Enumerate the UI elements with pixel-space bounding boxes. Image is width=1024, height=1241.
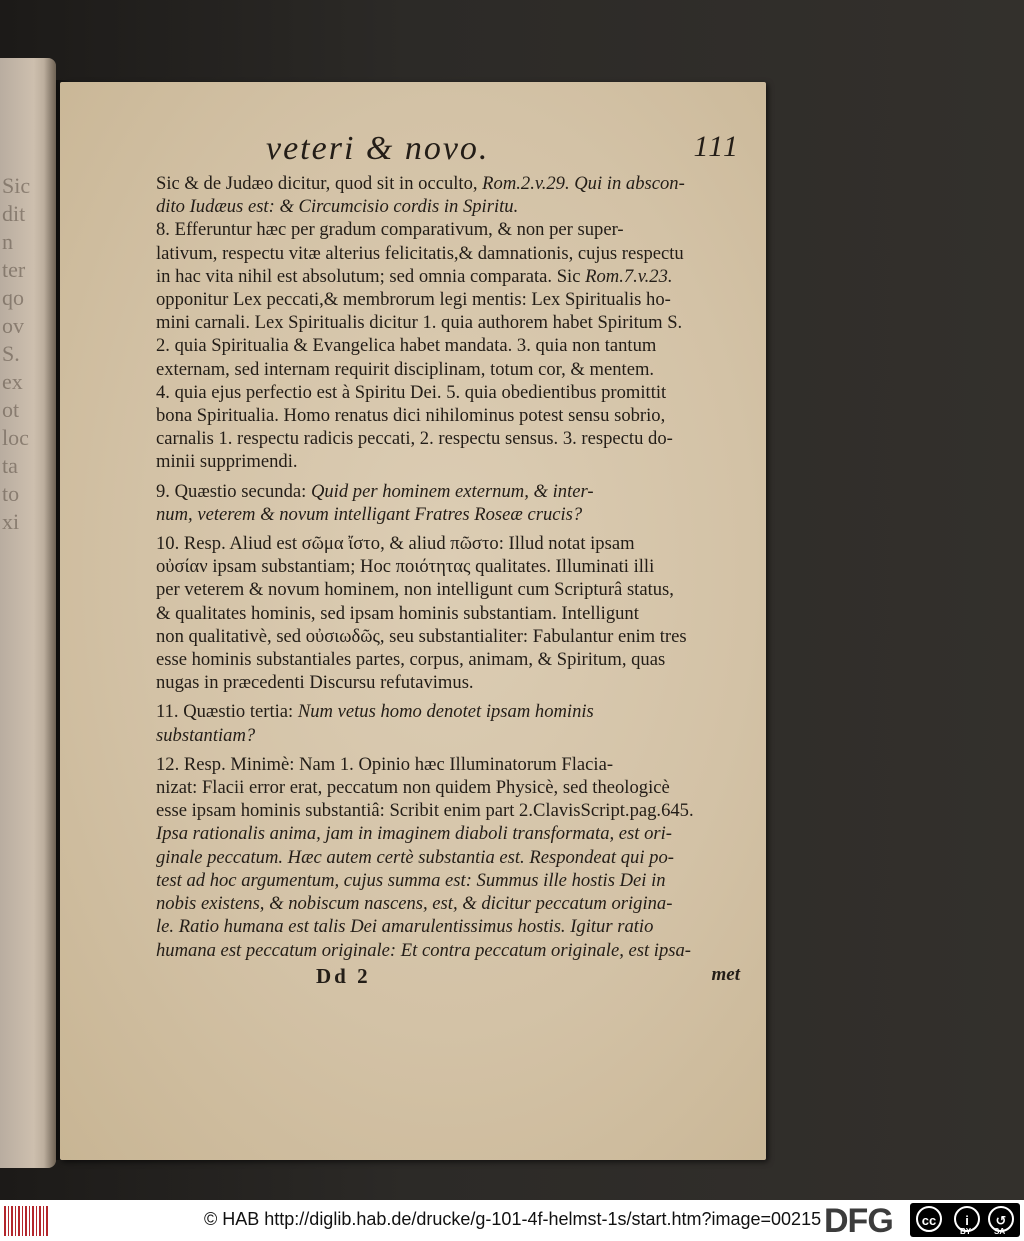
text-line — [156, 532, 740, 555]
italic-run: Rom.2.v.29. Qui in abscon- — [482, 173, 685, 194]
text-line — [156, 218, 740, 241]
dfg-logo[interactable]: DFG — [824, 1202, 893, 1240]
italic-run: Quid per hominem externum, & inter- — [310, 480, 594, 502]
italic-run: dito Iudæus est: & Circumcisio cordis in Spiritu. — [156, 196, 519, 218]
text-run: nugas in præcedenti Discursu refutavimus. — [156, 672, 474, 694]
by-label: BY — [960, 1227, 972, 1236]
text-line — [156, 822, 740, 845]
page-edge-shadow — [44, 58, 56, 1168]
text-line — [156, 799, 740, 822]
italic-run: Rom.7.v.23. — [585, 265, 673, 287]
italic-run: num, veterem & novum intelligant Fratres Roseæ crucis? — [156, 503, 583, 525]
text-line — [156, 753, 740, 776]
italic-run: Num vetus homo denotet ipsam hominis — [297, 701, 594, 723]
italic-run: Ipsa rationalis anima, jam in imaginem diaboli transformata, est ori- — [156, 823, 672, 845]
cc-license-badge[interactable] — [910, 1203, 1020, 1237]
body-text — [156, 172, 740, 962]
text-line — [156, 869, 740, 892]
facing-page-fragment: ta — [2, 453, 18, 478]
text-run: esse ipsam hominis substantiâ: Scribit enim part 2.ClavisScript.pag.645. — [156, 800, 694, 822]
cc-icon: cc — [916, 1206, 942, 1232]
text-run: opponitur Lex peccati,& membrorum legi mentis: Lex Spiritualis ho- — [156, 289, 671, 311]
text-line — [156, 700, 740, 723]
copyright-link[interactable]: © HAB http://diglib.hab.de/drucke/g-101-4f-helmst-1s/start.htm?image=00215 — [204, 1209, 822, 1229]
facing-page-fragment: n — [2, 229, 13, 254]
text-line — [156, 381, 740, 404]
facing-page-fragment: loc — [2, 425, 29, 450]
text-line — [156, 625, 740, 648]
text-run: bona Spiritualia. Homo renatus dici nihilominus potest sensu sobrio, — [156, 405, 666, 427]
text-run: 11. Quæstio tertia: — [156, 701, 298, 723]
text-line — [156, 172, 740, 195]
text-line — [156, 404, 740, 427]
text-line — [156, 724, 740, 747]
catchword: met — [711, 963, 740, 985]
text-run: esse hominis substantiales partes, corpus, animam, & Spiritum, quas — [156, 649, 666, 671]
text-line — [156, 334, 740, 357]
italic-run: humana est peccatum originale: Et contra peccatum originale, est ipsa- — [156, 939, 691, 961]
book-page — [60, 82, 766, 1160]
text-run: mini carnali. Lex Spiritualis dicitur 1. quia authorem habet Spiritum S. — [156, 312, 683, 334]
text-line — [156, 671, 740, 694]
text-line — [156, 265, 740, 288]
text-run: οὐσίαν ipsam substantiam; Hoc ποιότητας qualitates. Illuminati illi — [156, 556, 655, 578]
text-run: 8. Efferuntur hæc per gradum comparativum, & non per super- — [156, 219, 624, 241]
text-line — [156, 450, 740, 473]
page-text-block — [156, 130, 740, 990]
text-run: externam, sed internam requirit disciplinam, totum cor, & mentem. — [156, 358, 655, 380]
facing-page-fragment: S. — [2, 341, 20, 366]
text-line — [156, 939, 740, 962]
text-run: & qualitates hominis, sed ipsam hominis substantiam. Intelligunt — [156, 602, 639, 624]
text-line — [156, 915, 740, 938]
text-line — [156, 288, 740, 311]
running-head — [156, 130, 740, 170]
text-run: 10. Resp. Aliud est σῶμα ἴστο, & aliud πῶστο: Illud notat ipsam — [156, 533, 635, 555]
page-foot — [156, 964, 740, 990]
text-run: 12. Resp. Minimè: Nam 1. Opinio hæc Illuminatorum Flacia- — [156, 753, 614, 775]
facing-page-fragment: dit — [2, 201, 26, 226]
text-run: Sic & de Judæo dicitur, quod sit in occulto, — [156, 173, 483, 194]
by-icon: i — [954, 1206, 980, 1232]
text-run: 2. quia Spiritualia & Evangelica habet mandata. 3. quia non tantum — [156, 335, 657, 357]
text-run: minii supprimendi. — [156, 451, 298, 473]
signature-mark: Dd 2 — [316, 963, 371, 988]
text-line — [156, 242, 740, 265]
text-line — [156, 427, 740, 450]
sa-label: SA — [994, 1227, 1006, 1236]
facing-page-fragment: to — [2, 481, 20, 506]
facing-page-left — [0, 58, 56, 1168]
text-line — [156, 846, 740, 869]
running-head-title: veteri & novo. — [266, 130, 490, 167]
text-line — [156, 578, 740, 601]
text-run: in hac vita nihil est absolutum; sed omnia comparata. Sic — [156, 265, 586, 287]
facing-page-fragment: ter — [2, 257, 26, 282]
text-run: nizat: Flacii error erat, peccatum non quidem Physicè, sed theologicè — [156, 777, 670, 799]
italic-run: nobis existens, & nobiscum nascens, est, & dicitur peccatum origina- — [156, 893, 673, 915]
text-line — [156, 776, 740, 799]
italic-run: ginale peccatum. Hæc autem certè substantia est. Respondeat qui po- — [156, 846, 674, 868]
text-run: lativum, respectu vitæ alterius felicitatis,& damnationis, cujus respectu — [156, 242, 684, 264]
text-line — [156, 311, 740, 334]
text-line — [156, 602, 740, 625]
text-run: per veterem & novum hominem, non intelligunt cum Scripturâ status, — [156, 579, 674, 601]
facing-page-fragment: xi — [2, 509, 20, 534]
text-run: carnalis 1. respectu radicis peccati, 2. respectu sensus. 3. respectu do- — [156, 428, 673, 450]
facing-page-fragment: ex — [2, 369, 23, 394]
text-line — [156, 503, 740, 526]
text-run: non qualitativè, sed οὐσιωδῶς, seu substantialiter: Fabulantur enim tres — [156, 625, 687, 647]
text-line — [156, 892, 740, 915]
page-number: 111 — [693, 130, 740, 163]
text-line — [156, 195, 740, 218]
text-line — [156, 480, 740, 503]
viewer-footer — [0, 1200, 1024, 1241]
library-barcode-icon — [4, 1206, 48, 1236]
facing-page-fragment: qo — [2, 285, 24, 310]
facing-page-fragment: ot — [2, 397, 20, 422]
text-run: 9. Quæstio secunda: — [156, 480, 311, 502]
text-line — [156, 648, 740, 671]
text-run: 4. quia ejus perfectio est à Spiritu Dei. 5. quia obedientibus promittit — [156, 381, 667, 403]
italic-run: substantiam? — [156, 724, 256, 746]
italic-run: le. Ratio humana est talis Dei amarulentissimus hostis. Igitur ratio — [156, 916, 654, 938]
italic-run: test ad hoc argumentum, cujus summa est: Summus ille hostis Dei in — [156, 869, 666, 891]
facing-page-fragment: ov — [2, 313, 24, 338]
sa-icon: ↺ — [988, 1206, 1014, 1232]
text-line — [156, 555, 740, 578]
text-line — [156, 358, 740, 381]
facing-page-fragment: Sic — [2, 173, 31, 198]
